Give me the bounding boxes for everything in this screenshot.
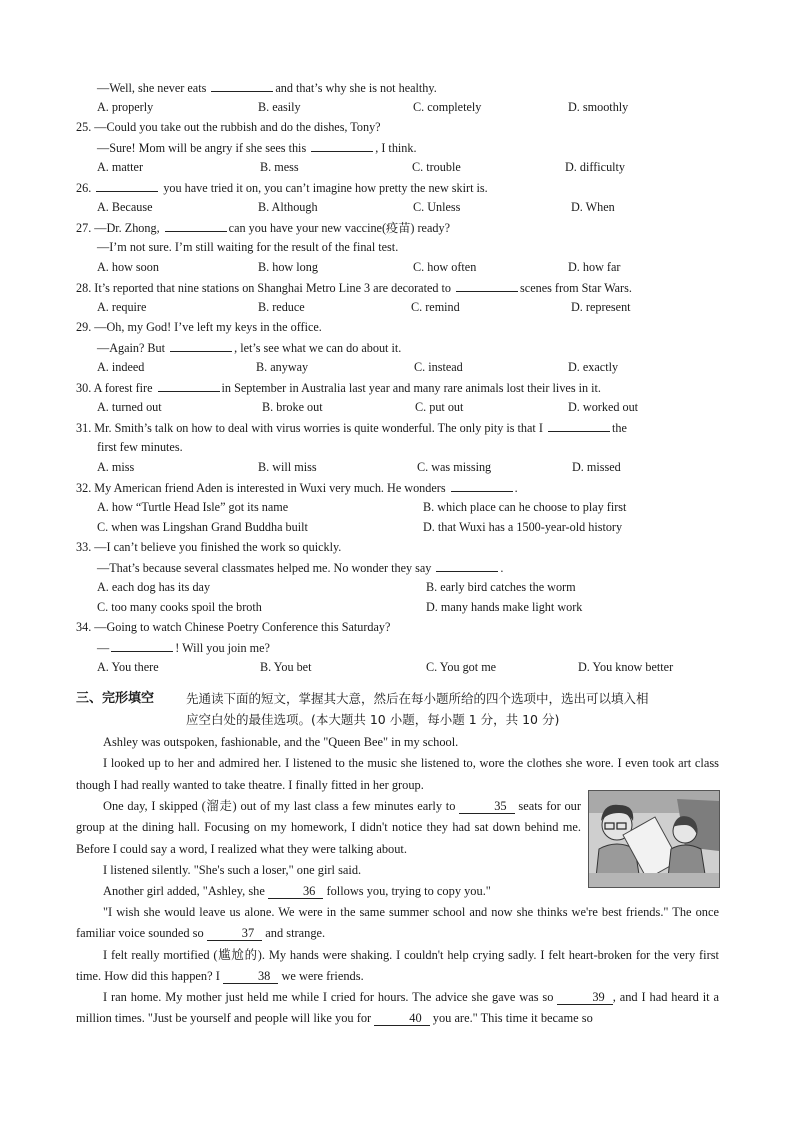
- cloze-blank-40: 40: [374, 1012, 429, 1026]
- option-c: C. was missing: [417, 460, 492, 474]
- q33-line2: —That’s because several classmates helped me. No wonder they say .: [97, 561, 504, 575]
- section-instruction-line2: 应空白处的最佳选项。(本大题共 10 小题，每小题 1 分，共 10 分): [186, 712, 560, 727]
- cloze-blank-35: 35: [459, 800, 514, 814]
- answer-blank: [456, 279, 518, 292]
- q34-line2: — ! Will you join me?: [97, 641, 270, 655]
- option-d: D. You know better: [578, 660, 674, 674]
- answer-blank: [158, 379, 220, 392]
- option-a: A. Because: [97, 200, 153, 214]
- option-d: D. smoothly: [568, 100, 629, 114]
- answer-blank: [211, 79, 273, 92]
- section-title: 三、完形填空: [76, 691, 155, 706]
- option-a: A. You there: [97, 660, 159, 674]
- passage-paragraph: One day, I skipped (溜走) out of my last class a few minutes early to 35 seats for our group at the dining hall. Focusing on my homework, I didn't notice they had sat down behind me. Before I could say a word, I realized what they were talking about.: [76, 799, 581, 856]
- option-b: B. mess: [260, 160, 299, 174]
- option-b: B. reduce: [258, 300, 305, 314]
- cloze-blank-39: 39: [557, 991, 612, 1005]
- option-c: C. put out: [415, 400, 464, 414]
- option-c: C. You got me: [426, 660, 497, 674]
- option-a: A. each dog has its day: [97, 580, 211, 594]
- passage-paragraph: I looked up to her and admired her. I listened to the music she listened to, wore the clothes she wore. I even took art class though I had really wanted to take theatre. I finally fitted in her group.: [76, 756, 719, 792]
- option-b: B. early bird catches the worm: [426, 580, 576, 594]
- girl-at-table-image: [589, 791, 719, 887]
- q29-line1: 29. —Oh, my God! I’ve left my keys in the office.: [76, 320, 322, 334]
- option-b: B. broke out: [262, 400, 323, 414]
- q33-line1: 33. —I can’t believe you finished the work so quickly.: [76, 540, 342, 554]
- passage-paragraph: I listened silently. "She's such a loser," one girl said.: [103, 862, 362, 877]
- cloze-blank-37: 37: [207, 927, 262, 941]
- answer-blank: [165, 219, 227, 232]
- q24-stem: —Well, she never eats and that’s why she is not healthy.: [97, 81, 437, 95]
- option-b: B. easily: [258, 100, 301, 114]
- option-a: A. miss: [97, 460, 135, 474]
- option-d: D. represent: [571, 300, 631, 314]
- q31-line1: 31. Mr. Smith’s talk on how to deal with virus worries is quite wonderful. The only pity is that I the: [76, 421, 627, 435]
- q27-line1: 27. —Dr. Zhong, can you have your new vaccine(疫苗) ready?: [76, 221, 450, 235]
- option-a: A. properly: [97, 100, 154, 114]
- q30-line1: 30. A forest fire in September in Australia last year and many rare animals lost their lives in it.: [76, 381, 601, 395]
- option-c: C. when was Lingshan Grand Buddha built: [97, 520, 308, 534]
- option-a: A. indeed: [97, 360, 145, 374]
- q26-stem: 26. you have tried it on, you can’t imagine how pretty the new skirt is.: [76, 181, 488, 195]
- q31-line2: first few minutes.: [97, 440, 183, 454]
- option-a: A. matter: [97, 160, 144, 174]
- answer-blank: [436, 559, 498, 572]
- cloze-blank-36: 36: [268, 885, 323, 899]
- answer-blank: [451, 479, 513, 492]
- q32-line1: 32. My American friend Aden is interested in Wuxi very much. He wonders .: [76, 481, 518, 495]
- option-d: D. worked out: [568, 400, 639, 414]
- answer-blank: [170, 339, 232, 352]
- q27-line2: —I’m not sure. I’m still waiting for the result of the final test.: [97, 240, 399, 254]
- q25-line1: 25. —Could you take out the rubbish and do the dishes, Tony?: [76, 120, 381, 134]
- option-c: C. remind: [411, 300, 460, 314]
- option-c: C. Unless: [413, 200, 461, 214]
- cloze-blank-38: 38: [223, 970, 278, 984]
- passage-paragraph: I ran home. My mother just held me while I cried for hours. The advice she gave was so 39 , and I had heard it a million times. "Just be yourself and people will like you for 40 you are." This time it became so: [76, 990, 719, 1026]
- answer-blank: [311, 139, 373, 152]
- option-a: A. how soon: [97, 260, 159, 274]
- passage-paragraph: Ashley was outspoken, fashionable, and the "Queen Bee" in my school.: [103, 735, 459, 749]
- option-b: B. how long: [258, 260, 318, 274]
- q25-line2: —Sure! Mom will be angry if she sees this , I think.: [97, 141, 417, 155]
- option-c: C. instead: [414, 360, 463, 374]
- option-d: D. exactly: [568, 360, 619, 374]
- option-c: C. trouble: [412, 160, 461, 174]
- option-d: D. how far: [568, 260, 621, 274]
- passage-block-3: [76, 902, 719, 1030]
- option-b: B. Although: [258, 200, 318, 214]
- option-b: B. You bet: [260, 660, 312, 674]
- section-instruction-line1: 先通读下面的短文，掌握其大意，然后在每小题所给的四个选项中，选出可以填入相: [186, 691, 649, 706]
- option-b: B. will miss: [258, 460, 317, 474]
- q29-line2: —Again? But , let’s see what we can do about it.: [97, 341, 402, 355]
- option-c: C. how often: [413, 260, 477, 274]
- option-c: C. completely: [413, 100, 482, 114]
- answer-blank: [96, 179, 158, 192]
- passage-paragraph: "I wish she would leave us alone. We were in the same summer school and now she thinks we're best friends." The once familiar voice sounded so 37 and strange.: [76, 905, 719, 941]
- answer-blank: [111, 639, 173, 652]
- option-d: D. difficulty: [565, 160, 626, 174]
- q28-line1: 28. It’s reported that nine stations on Shanghai Metro Line 3 are decorated to scenes from Star Wars.: [76, 281, 632, 295]
- option-d: D. missed: [572, 460, 621, 474]
- option-d: D. When: [571, 200, 615, 214]
- passage-block-2: [76, 796, 581, 902]
- passage-block-1: [76, 732, 719, 796]
- passage-paragraph: Another girl added, "Ashley, she 36 follows you, trying to copy you.": [103, 884, 491, 899]
- answer-blank: [548, 419, 610, 432]
- option-c: C. too many cooks spoil the broth: [97, 600, 262, 614]
- option-b: B. which place can he choose to play first: [423, 500, 627, 514]
- illustration-image: [588, 790, 720, 888]
- q34-line1: 34. —Going to watch Chinese Poetry Conference this Saturday?: [76, 620, 391, 634]
- option-b: B. anyway: [256, 360, 309, 374]
- option-a: A. how “Turtle Head Isle” got its name: [97, 500, 289, 514]
- option-a: A. require: [97, 300, 147, 314]
- passage-paragraph: I felt really mortified (尴尬的). My hands were shaking. I couldn't help crying sadly. I felt heart-broken for the very first time. How did this happen? I 38 we were friends.: [76, 947, 719, 983]
- option-d: D. many hands make light work: [426, 600, 583, 614]
- option-d: D. that Wuxi has a 1500-year-old history: [423, 520, 623, 534]
- option-a: A. turned out: [97, 400, 162, 414]
